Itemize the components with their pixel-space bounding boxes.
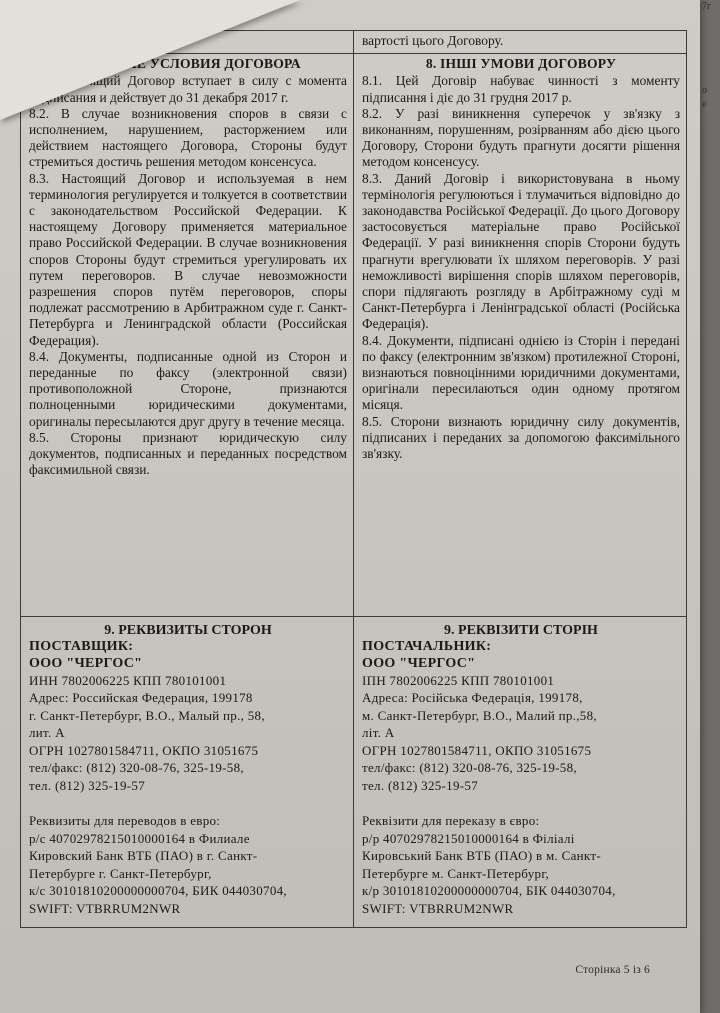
section8-row <box>21 54 687 617</box>
ru-req-line: лит. А <box>29 725 65 741</box>
ua-bank-line: к/р 30101810200000000704, БІК 044030704, <box>362 883 616 899</box>
ua-req-spacer <box>362 794 680 812</box>
page-number: Сторінка 5 із 6 <box>575 964 650 976</box>
ru-bank-line: SWIFT: VTBRRUM2NWR <box>29 900 181 916</box>
ua-section8-cell <box>354 54 687 617</box>
edge-mark: е <box>702 99 707 110</box>
edge-spacer <box>702 14 718 84</box>
ru-party-role: ПОСТАВЩИК: <box>29 639 134 655</box>
ua-section9-cell <box>354 617 687 928</box>
folded-page-corner <box>0 0 300 120</box>
edge-mark: 7г <box>702 1 712 12</box>
ua-req-line: ІПН 7802006225 КПП 780101001 <box>362 672 555 688</box>
ru-clause-8-3: 8.3. Настоящий Договор и используемая в нем терминология регулируется и толкуется в соответствии с законодательством Российской Федерации. К настоящему Договору применяется материальное право Российской Федерации. В случае возникновения споров Стороны будут стремиться урегулировать их путем переговоров. В случае невозможности разрешения споров путём переговоров, споры подлежат рассмотрению в Арбитражном суде г. Санкт-Петербурга и Ленинградской области (Российская Федерация). <box>29 170 347 348</box>
ru-req-spacer <box>29 794 347 812</box>
ua-bank-line: Реквізити для переказу в євро: <box>362 813 540 829</box>
ru-bank-line: Петербурге г. Санкт-Петербург, <box>29 865 212 881</box>
ru-bank-line: Кировский Банк ВТБ (ПАО) в г. Санкт- <box>29 848 258 864</box>
ru-section9-title: 9. РЕКВИЗИТЫ СТОРОН <box>104 623 272 639</box>
section9-row <box>21 617 687 928</box>
edge-mark: о <box>702 85 707 96</box>
ua-bank-line: р/р 40702978215010000164 в Філіалі <box>362 830 575 846</box>
ru-req-line: тел. (812) 325-19-57 <box>29 777 146 793</box>
ua-bank-line: Петербурге м. Санкт-Петербург, <box>362 865 550 881</box>
next-page-edge <box>702 0 718 112</box>
ru-req-line: Адрес: Российская Федерация, 199178 <box>29 690 253 706</box>
ua-section9-title: 9. РЕКВІЗИТИ СТОРІН <box>444 623 598 639</box>
ua-top-tail: вартості цього Договору. <box>362 33 504 48</box>
ua-req-line: Адреса: Російська Федерація, 199178, <box>362 690 583 706</box>
ua-party-role: ПОСТАЧАЛЬНИК: <box>362 639 492 655</box>
ru-clause-8-1: 8.1. Настоящий Договор вступает в силу с момента подписания и действует до 31 декабря 2017 г. <box>29 73 347 105</box>
ru-section8-title: 8. ДРУГИЕ УСЛОВИЯ ДОГОВОРА <box>75 56 301 72</box>
ua-clause-8-1: 8.1. Цей Договір набуває чинності з моменту підписання і діє до 31 грудня 2017 р. <box>362 73 680 105</box>
ua-req-line: літ. А <box>362 725 395 741</box>
ru-req-line: ОГРН 1027801584711, ОКПО 31051675 <box>29 742 259 758</box>
ru-top-tail: щего Договора. <box>69 33 158 48</box>
contract-table <box>20 30 687 928</box>
ru-clause-8-4: 8.4. Документы, подписанные одной из Сторон и переданные по факсу (электронной связи) противоположной Стороне, признаются полноценными юридическими документами, оригиналы пересылаются друг другу в течение месяца. <box>29 348 347 429</box>
ua-req-line: тел/факс: (812) 320-08-76, 325-19-58, <box>362 760 577 776</box>
ua-clause-8-5: 8.5. Сторони визнають юридичну силу документів, підписаних і переданих за допомогою факсимільного зв'язку. <box>362 413 680 462</box>
ua-party-name: ООО "ЧЕРГОС" <box>362 655 476 671</box>
ru-req-line: г. Санкт-Петербург, В.О., Малый пр., 58, <box>29 707 265 723</box>
ua-bank-line: Кировський Банк ВТБ (ПАО) в м. Санкт- <box>362 848 601 864</box>
ua-req-line: м. Санкт-Петербург, В.О., Малий пр.,58, <box>362 707 597 723</box>
ru-party-name: ООО "ЧЕРГОС" <box>29 655 143 671</box>
ru-clause-8-5: 8.5. Стороны признают юридическую силу документов, подписанных и переданных посредством факсимильной связи. <box>29 429 347 478</box>
ru-bank-line: к/с 30101810200000000704, БИК 044030704, <box>29 883 287 899</box>
ru-clause-8-2: 8.2. В случае возникновения споров в связи с исполнением, нарушением, расторжением или действием настоящего Договора, Стороны будут стремиться достичь решения методом консенсуса. <box>29 105 347 170</box>
ru-bank-line: р/с 40702978215010000164 в Филиале <box>29 830 250 846</box>
ua-clause-8-3: 8.3. Даний Договір і використовувана в ньому термінологія регулюються і тлумачиться відповідно до законодавства Російської Федерації. До цього Договору застосовується матеріальне право Російської Федерації. У разі виникнення спорів Сторони будуть прагнути врегулювати їх шляхом переговорів. У разі неможливості вирішення спорів шляхом переговорів, спори підлягають розгляду в Арбітражному суді м Санкт-Петербурга і Ленінградської області (Російська Федерація). <box>362 170 680 332</box>
ua-section8-title: 8. ІНШІ УМОВИ ДОГОВОРУ <box>425 56 617 72</box>
ua-req-line: тел. (812) 325-19-57 <box>362 777 479 793</box>
ru-bank-line: Реквизиты для переводов в евро: <box>29 813 221 829</box>
ru-req-line: ИНН 7802006225 КПП 780101001 <box>29 672 227 688</box>
ru-section8-cell <box>21 54 354 617</box>
ru-req-line: тел/факс: (812) 320-08-76, 325-19-58, <box>29 760 244 776</box>
ua-clause-8-4: 8.4. Документи, підписані однією із Сторін і передані по факсу (електронним зв'язком) протилежної Стороні, визнаються повноцінними юридичними документами, оригінали пересилаються один одному протягом місяця. <box>362 332 680 413</box>
ru-section9-cell <box>21 617 354 928</box>
ua-bank-line: SWIFT: VTBRRUM2NWR <box>362 900 514 916</box>
ua-clause-8-2: 8.2. У разі виникнення суперечок у зв'язку з виконанням, порушенням, розірванням або дією цього Договору, Сторони будуть прагнути досягти рішення методом консенсусу. <box>362 105 680 170</box>
ua-req-line: ОГРН 1027801584711, ОКПО 31051675 <box>362 742 592 758</box>
ua-top-cell <box>354 31 687 54</box>
